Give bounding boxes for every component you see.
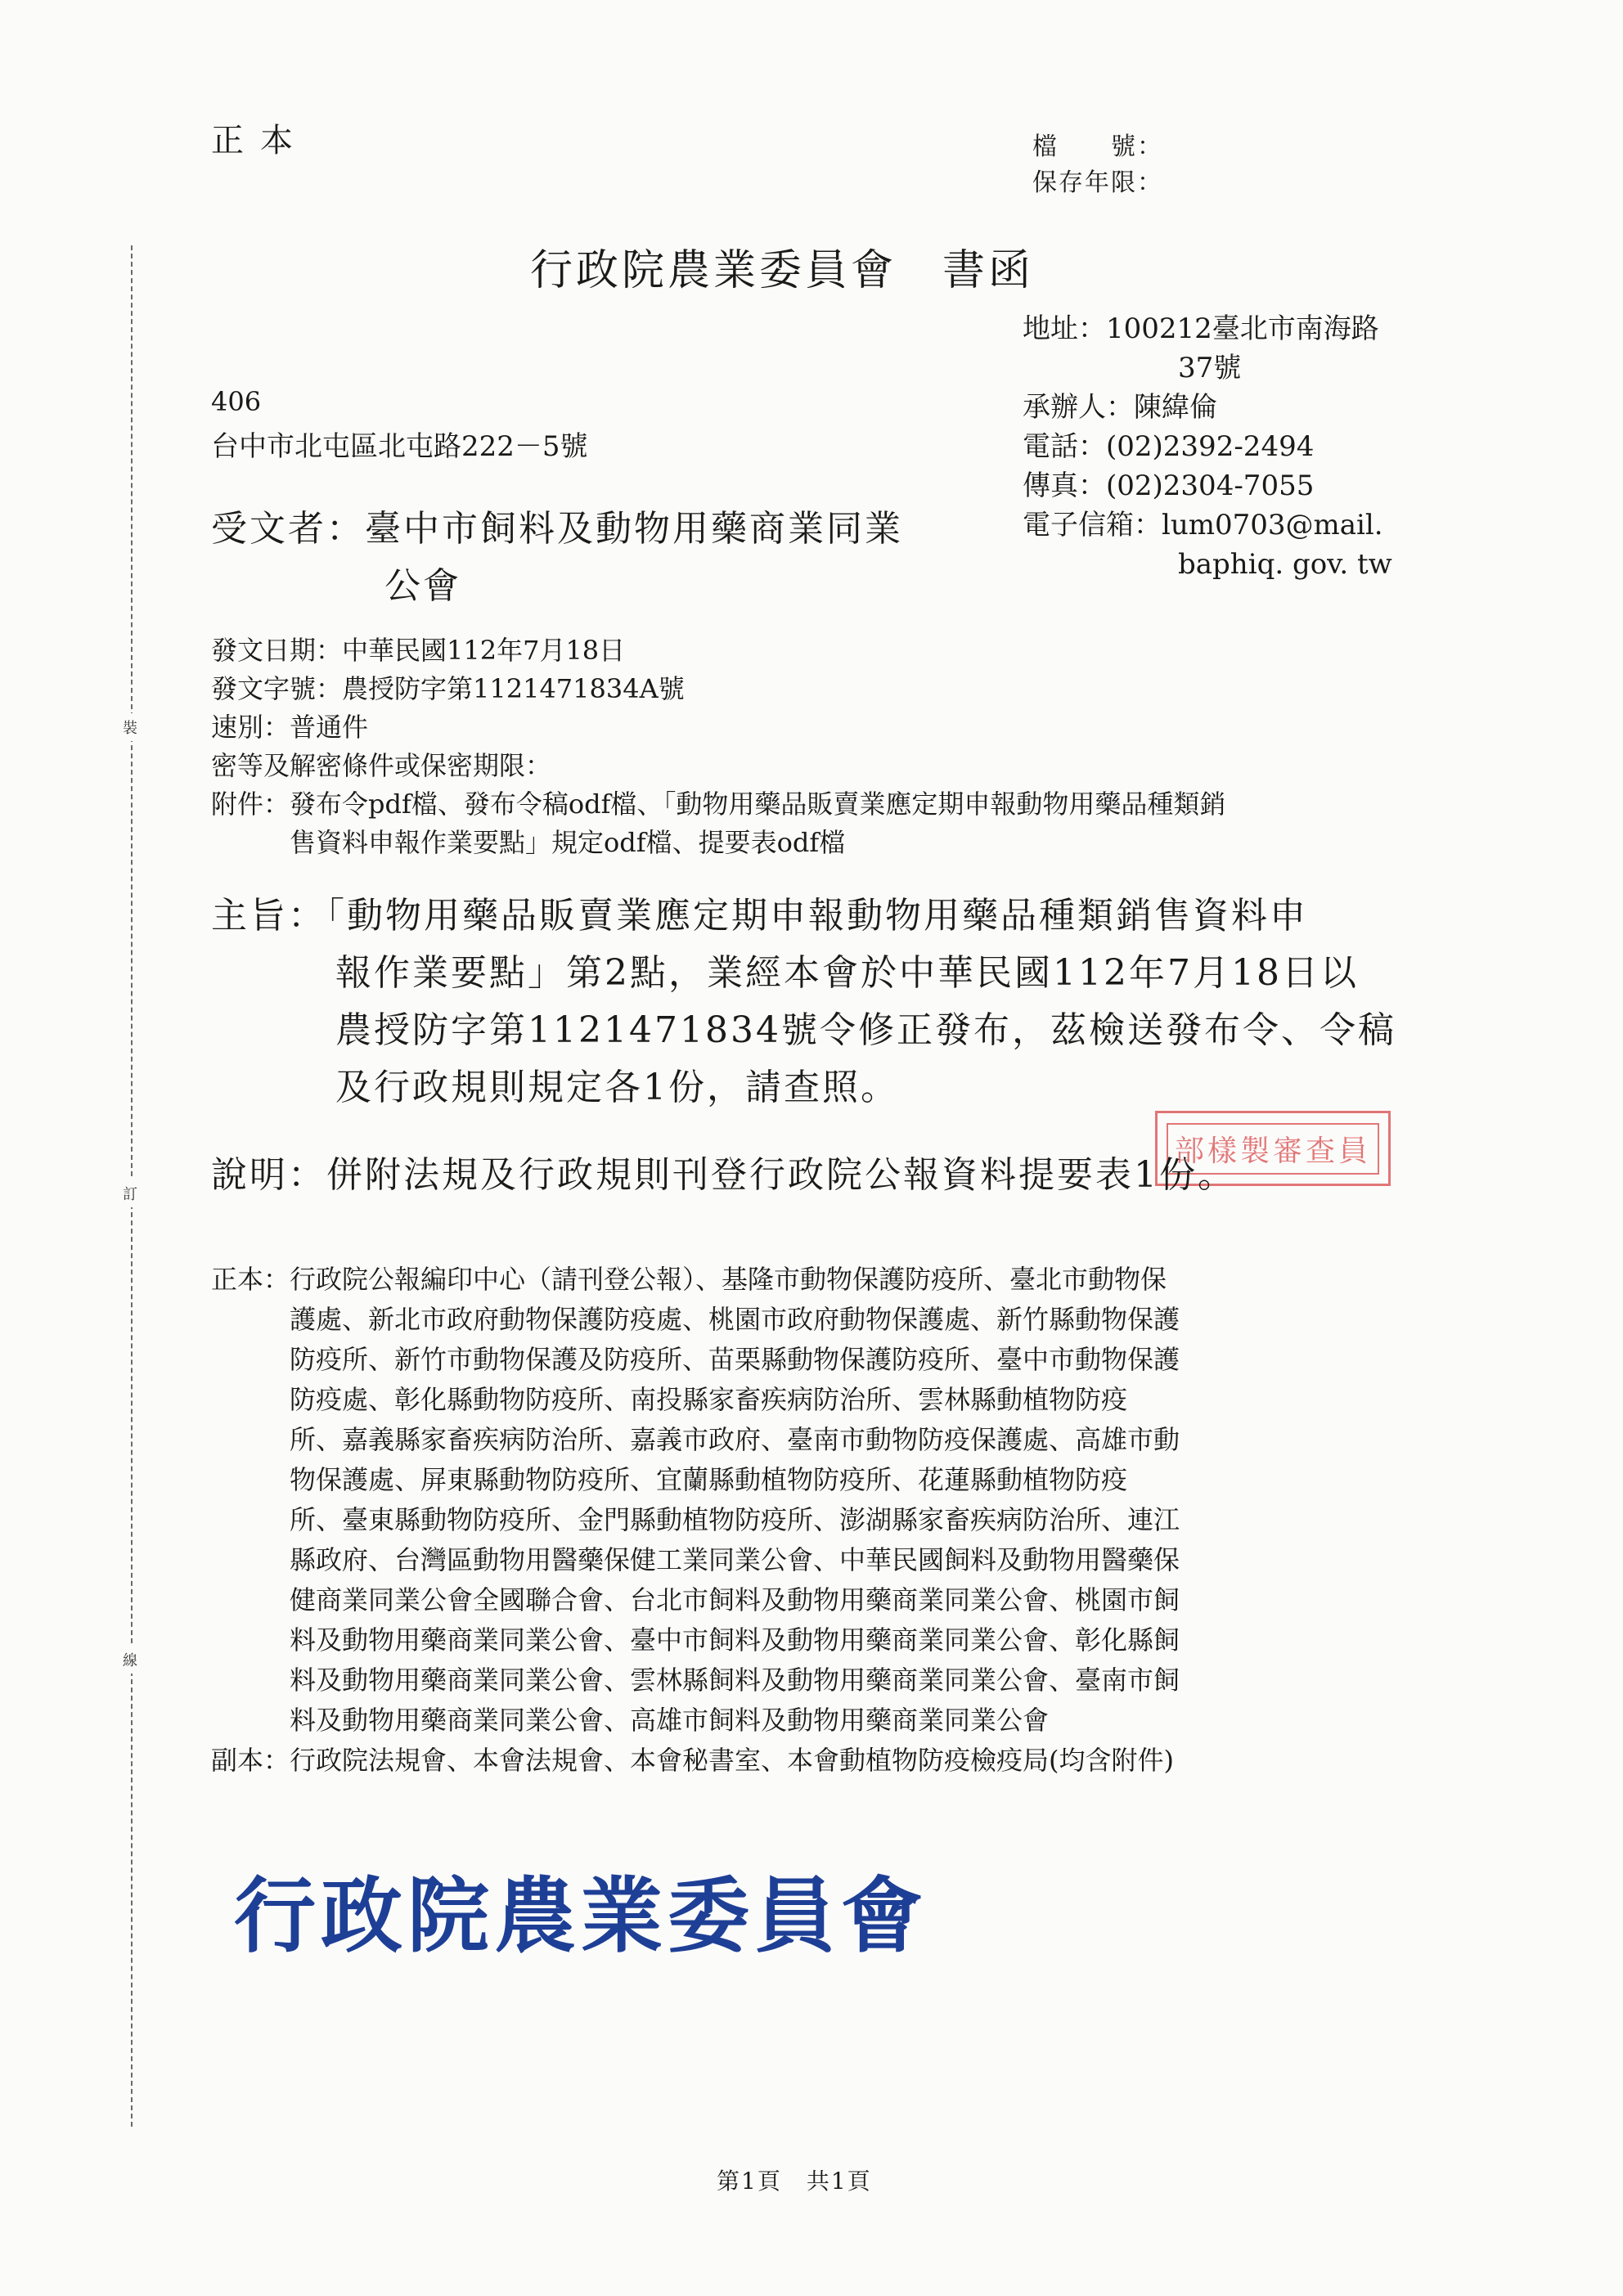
review-stamp-text: 部樣製審查員 — [1167, 1123, 1379, 1175]
fax: 傳真：(02)2304-7055 — [1023, 470, 1315, 502]
distribution-line: 料及動物用藥商業同業公會、雲林縣飼料及動物用藥商業同業公會、臺南市飼 — [290, 1665, 1180, 1696]
distribution-line: 正本：行政院公報編印中心（請刊登公報）、基隆市動物保護防疫所、臺北市動物保 — [211, 1264, 1167, 1295]
phone: 電話：(02)2392-2494 — [1023, 430, 1315, 463]
distribution-line: 料及動物用藥商業同業公會、臺中市飼料及動物用藥商業同業公會、彰化縣飼 — [290, 1624, 1180, 1656]
subject — [211, 887, 1396, 1117]
recipient-line2: 公會 — [384, 565, 461, 607]
subject-line: 主旨：「動物用藥品販賣業應定期申報動物用藥品種類銷售資料申 — [211, 895, 1308, 937]
handler: 承辦人：陳緯倫 — [1023, 391, 1217, 424]
recipient — [211, 501, 903, 615]
document-meta — [211, 631, 1225, 862]
sender-address-line2: 37號 — [1178, 352, 1242, 384]
email-line2: baphiq. gov. tw — [1178, 548, 1392, 581]
subject-line: 報作業要點」第2點，業經本會於中華民國112年7月18日以 — [335, 952, 1359, 994]
distribution-line: 縣政府、台灣區動物用醫藥保健工業同業公會、中華民國飼料及動物用醫藥保 — [290, 1544, 1180, 1575]
distribution-line: 健商業同業公會全國聯合會、台北市飼料及動物用藥商業同業公會、桃園市飼 — [290, 1584, 1180, 1615]
distribution-line: 料及動物用藥商業同業公會、高雄市飼料及動物用藥商業同業公會 — [290, 1705, 1050, 1736]
binding-mark-xian: 線 — [123, 1646, 137, 1674]
distribution-line: 所、臺東縣動物防疫所、金門縣動植物防疫所、澎湖縣家畜疾病防治所、連江 — [290, 1504, 1180, 1535]
distribution-line: 護處、新北市政府動物保護防疫處、桃園市政府動物保護處、新竹縣動物保護 — [290, 1304, 1180, 1335]
binding-mark-zhuang: 裝 — [123, 713, 137, 741]
email-line1: 電子信箱：lum0703@mail. — [1023, 509, 1383, 541]
sender-contact — [1023, 309, 1392, 584]
subject-line: 及行政規則規定各1份，請查照。 — [335, 1067, 899, 1108]
subject-line: 農授防字第1121471834號令修正發布，茲檢送發布令、令稿 — [335, 1009, 1396, 1051]
page-number: 第1頁 共1頁 — [717, 2168, 872, 2195]
distribution-line: 防疫所、新竹市動物保護及防疫所、苗栗縣動物保護防疫所、臺中市動物保護 — [290, 1344, 1180, 1375]
file-meta — [1032, 129, 1163, 201]
postal-code: 406 — [211, 386, 262, 417]
explanation: 說明：併附法規及行政規則刊登行政院公報資料提要表1份。 — [211, 1154, 1236, 1196]
copy-label: 正本 — [211, 122, 309, 160]
document-title: 行政院農業委員會 書函 — [530, 246, 1035, 295]
copy-distribution: 副本：行政院法規會、本會法規會、本會秘書室、本會動植物防疫檢疫局(均含附件) — [211, 1745, 1174, 1776]
recipient-line1: 受文者：臺中市飼料及動物用藥商業同業 — [211, 508, 903, 550]
document-number: 發文字號：農授防字第1121471834A號 — [211, 673, 685, 704]
distribution-line: 物保護處、屏東縣動物防疫所、宜蘭縣動植物防疫所、花蓮縣動植物防疫 — [290, 1464, 1128, 1495]
binding-mark-ding: 訂 — [123, 1179, 137, 1207]
retention-label: 保存年限： — [1032, 168, 1163, 197]
distribution-line: 所、嘉義縣家畜疾病防治所、嘉義市政府、臺南市動物防疫保護處、高雄市動 — [290, 1424, 1180, 1455]
sender-address-line1: 地址：100212臺北市南海路 — [1023, 312, 1379, 345]
secrecy: 密等及解密條件或保密期限： — [211, 750, 552, 781]
issue-date: 發文日期：中華民國112年7月18日 — [211, 635, 626, 666]
attachment-line2: 售資料申報作業要點」規定odf檔、提要表odf檔 — [290, 827, 846, 858]
distribution-line: 防疫處、彰化縣動物防疫所、南投縣家畜疾病防治所、雲林縣動植物防疫 — [290, 1384, 1128, 1415]
receiver-address: 台中市北屯區北屯路222－5號 — [211, 430, 588, 463]
agency-seal-stamp: 行政院農業委員會 — [234, 1868, 928, 1964]
speed: 速別：普通件 — [211, 712, 369, 743]
distribution-list — [211, 1260, 1180, 1781]
attachment-line1: 附件：發布令pdf檔、發布令稿odf檔、「動物用藥品販賣業應定期申報動物用藥品種類銷 — [211, 789, 1226, 820]
file-number-label: 檔 號： — [1032, 133, 1163, 161]
